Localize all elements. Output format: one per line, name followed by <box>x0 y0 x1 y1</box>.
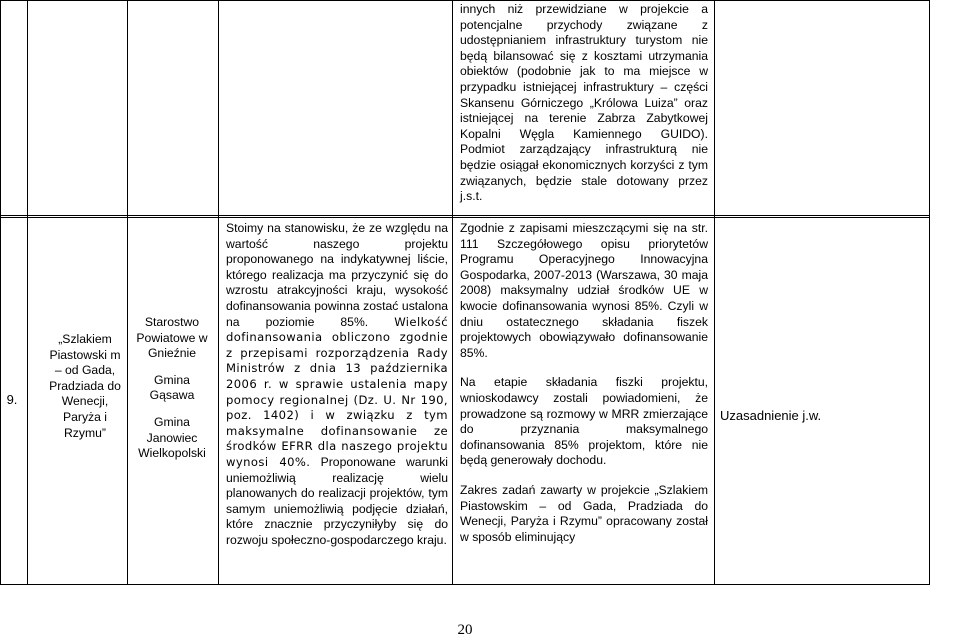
objection-text <box>226 221 448 548</box>
row-divider <box>0 217 930 218</box>
row-number: 9. <box>6 392 18 407</box>
row-divider <box>0 215 930 216</box>
bottom-rule <box>0 584 930 585</box>
response-paragraph: Na etapie składania fiszki projektu, wnioskodawcy zostali powiadomieni, że prowadzone są rozmowy w MRR zmierzające do przyznania maksymalnego dofinansowania 85% projektom, które nie będą generowały dochodu. <box>460 375 708 468</box>
applicant: Starostwo Powiatowe w Gnieźnie <box>136 315 208 361</box>
project-title: „Szlakiem Piastowski m – od Gada, Pradziada do Wenecji, Paryża i Rzymu” <box>49 332 121 440</box>
col-border <box>714 0 715 585</box>
response-paragraph: Zakres zadań zawarty w projekcie „Szlakiem Piastowskim – od Gada, Pradziada do Wenecji, Paryża i Rzymu” opracowany został w sposób eliminujący <box>460 482 708 544</box>
response-text <box>460 221 708 559</box>
prev-row-justification: innych niż przewidziane w projekcie a potencjalne przychody związane z udostępnianiem infrastruktury turystom nie będą bilansować się z kosztami utrzymania obiektów (podobnie jak to ma miejsce w przypadku istniejącej infrastruktury – części Skansenu Górniczego „Królowa Luiza” oraz istniejącej na terenie Zabrza Zabytkowej Kopalni Węgla Kamiennego GUIDO). Podmiot zarządzający infrastrukturą nie będzie osiągał ekonomicznych korzyści z tym związanych, będzie stale dotowany przez j.s.t. <box>460 2 708 204</box>
col-border <box>452 0 453 585</box>
col-border <box>218 0 219 585</box>
objection-part: Wielkość dofinansowania obliczono zgodnie z przepisami rozporządzenia Rady Ministrów z dnia 13 października 2006 r. w sprawie ustalenia mapy pomocy regionalnej (Dz. U. Nr 190, poz. 1402) i w związku z tym maksymalne dofinansowanie ze środków EFRR dla naszego projektu wynosi 40%. <box>226 314 448 469</box>
col-border <box>0 0 1 585</box>
decision: Uzasadnienie j.w. <box>720 408 822 423</box>
applicant: Gmina Gąsawa <box>149 372 195 403</box>
applicant: Gmina Janowiec Wielkopolski <box>138 414 206 461</box>
applicants <box>132 315 212 473</box>
page-number: 20 <box>457 622 473 638</box>
top-rule-prev-row <box>0 0 930 1</box>
objection-part: Proponowane warunki uniemożliwią realizację wielu planowanych do realizacji projektów, tym samym uniemożliwią podjęcie działań, które znacznie przyczyniłyby się do rozwoju społeczno-gospodarczego kraju. <box>226 454 449 547</box>
col-border <box>27 0 28 585</box>
objection-part: Stoimy na stanowisku, że ze względu na wartość naszego projektu proponowanego na indykatywnej liście, którego realizacja ma przyczynić się do wzrostu atrakcyjności kraju, wysokość dofinansowania powinna zostać ustalona na poziomie 85%. <box>226 221 448 329</box>
col-border <box>929 0 930 585</box>
response-paragraph: Zgodnie z zapisami mieszczącymi się na str. 111 Szczegółowego opisu priorytetów Programu Operacyjnego Innowacyjna Gospodarka, 2007-2013 (Warszawa, 30 maja 2008) maksymalny udział środków UE w kwocie dofinansowania wynosi 85%. Czyli w dniu ostatecznego składania fiszek projektowych obowiązywało dofinansowanie 85%. <box>460 221 708 360</box>
col-border <box>127 0 128 585</box>
